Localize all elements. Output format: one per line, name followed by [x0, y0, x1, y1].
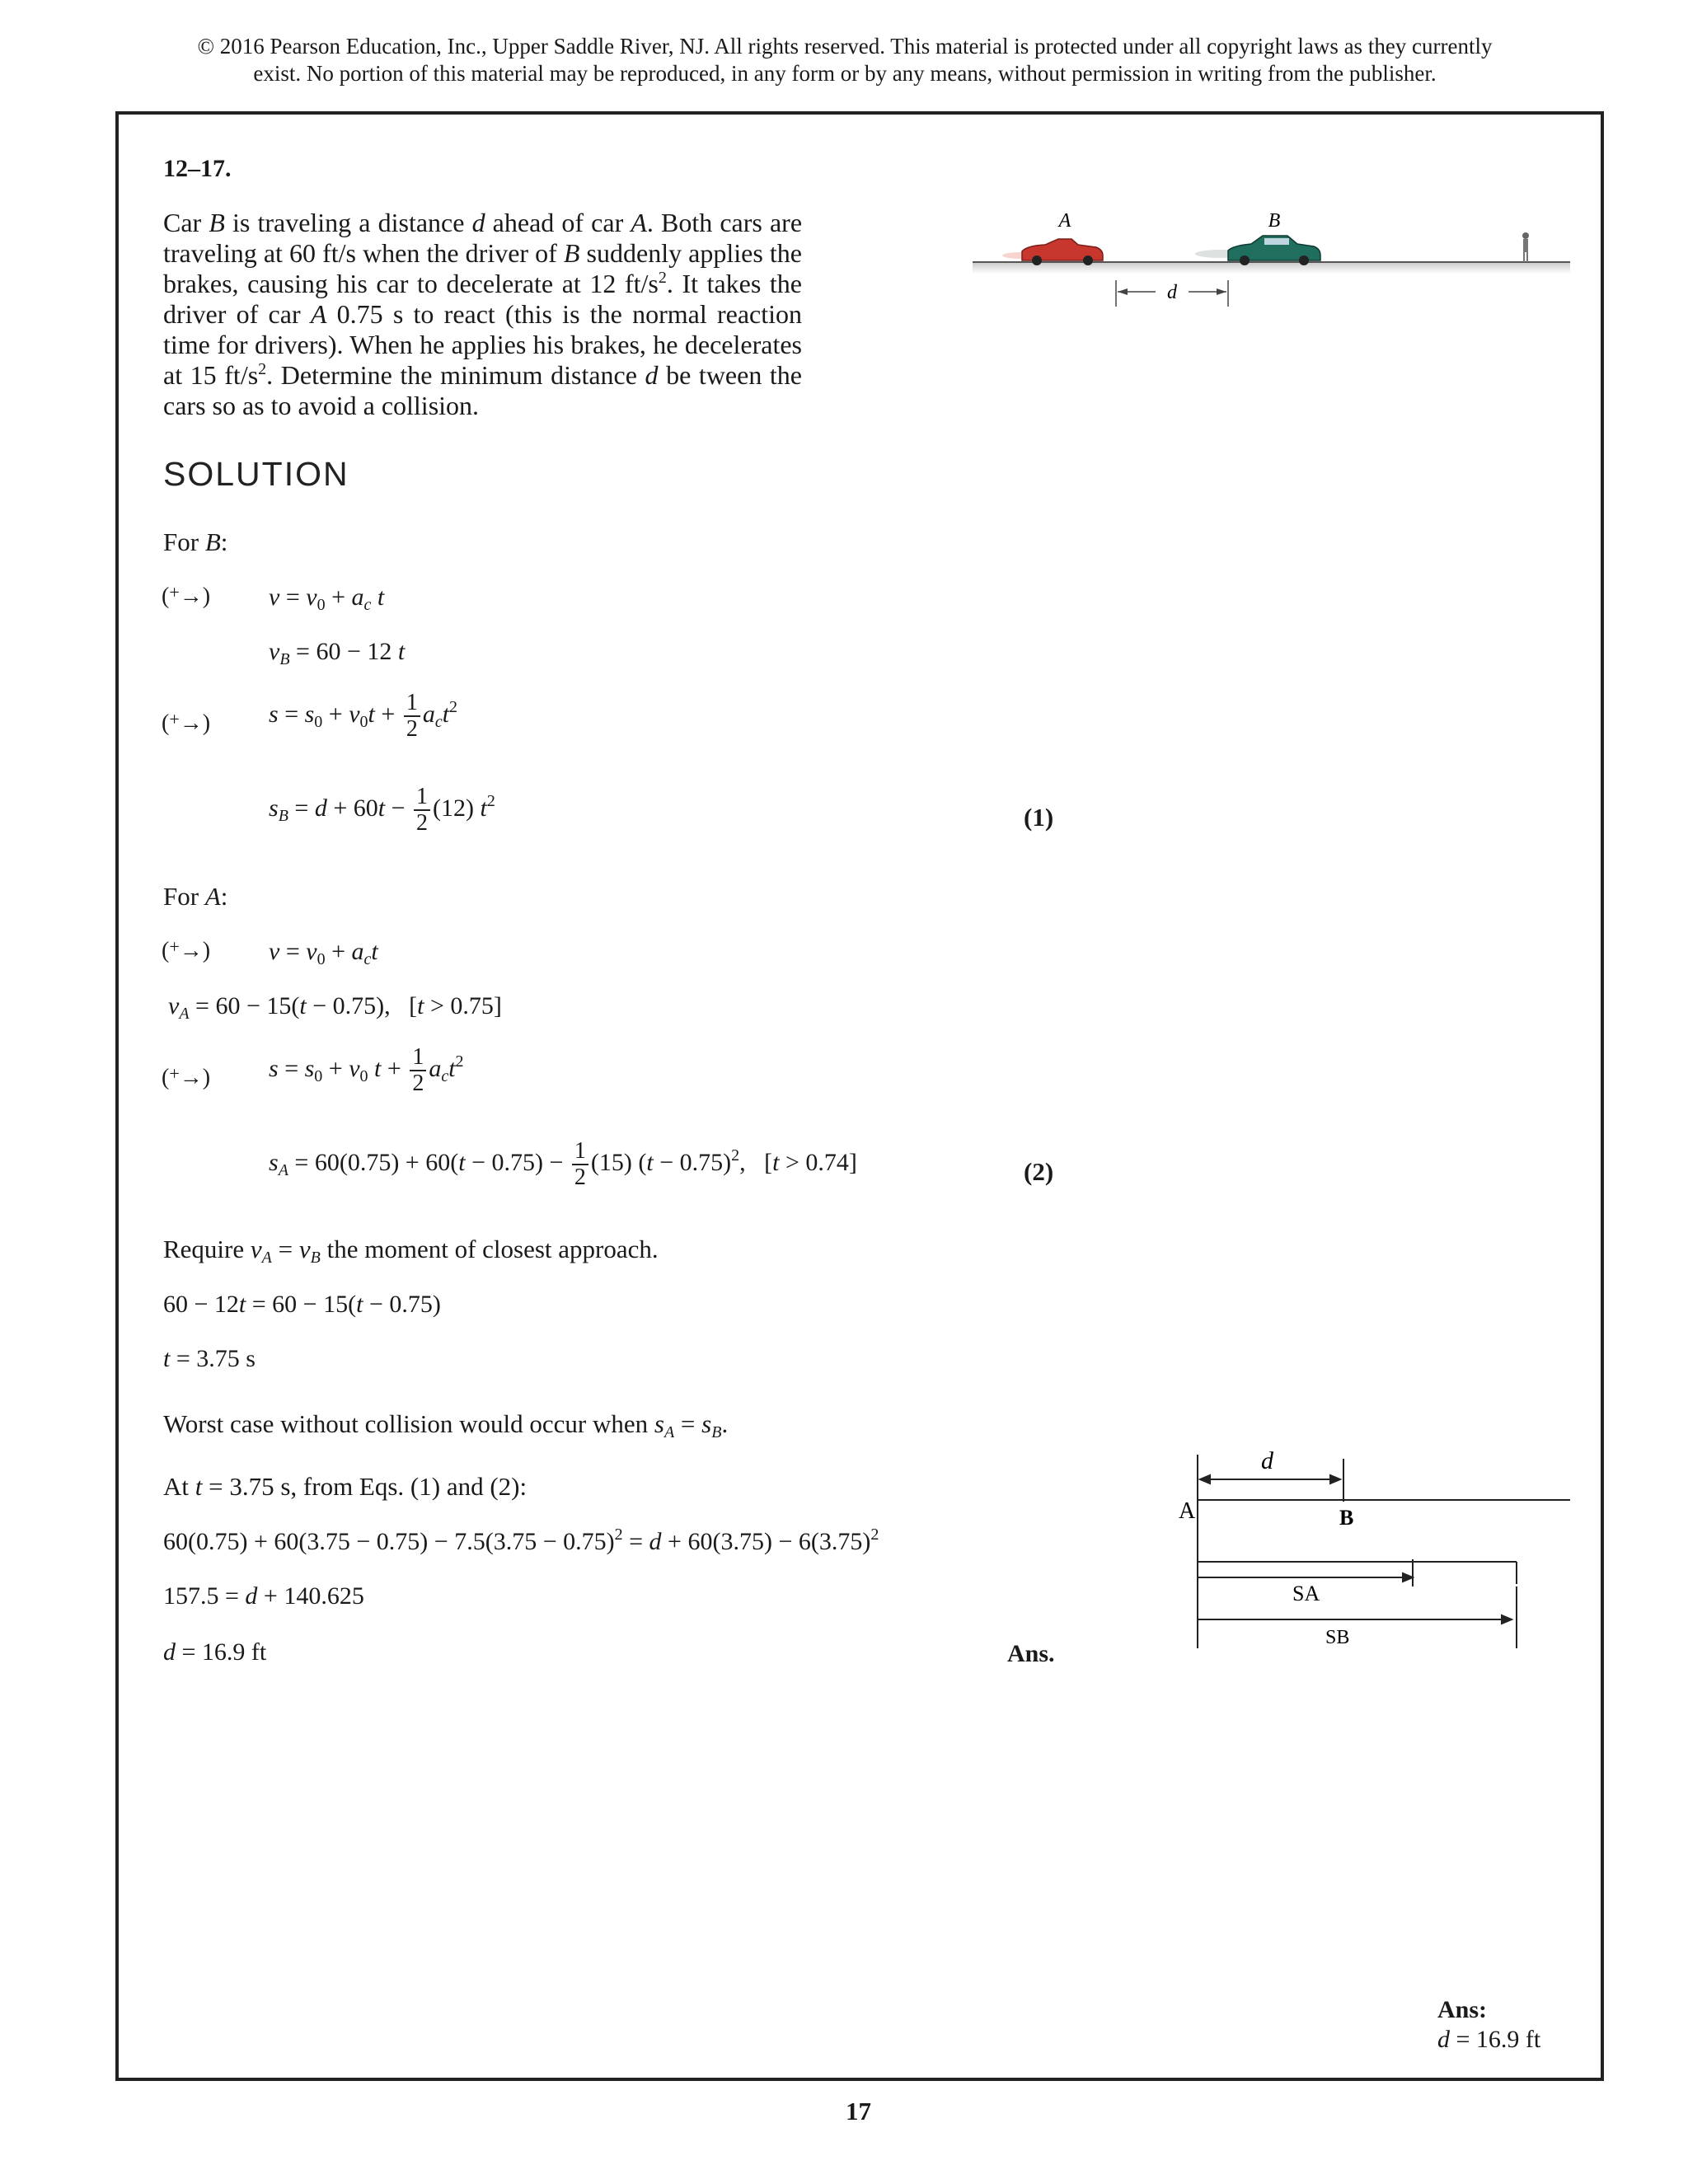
copyright-line-1: © 2016 Pearson Education, Inc., Upper Saddle River, NJ. All rights reserved. This material is protected under all copyright laws as they currently — [197, 34, 1493, 59]
copyright-notice — [124, 33, 1566, 87]
car-a-label: A — [1058, 210, 1071, 232]
sketch-d-label: d — [1261, 1447, 1273, 1474]
sketch-a-label: A — [1179, 1498, 1196, 1524]
at-t-text: At t = 3.75 s, from Eqs. (1) and (2): — [163, 1472, 528, 1501]
pedestrian-icon — [1522, 232, 1529, 262]
worst-case-text: Worst case without collision would occur when $s_A = s_B$. — [163, 1409, 729, 1441]
eq-b2: $v_B = 60 - 12$ t — [269, 638, 406, 668]
eq-r2: t = 3.75 s — [163, 1345, 256, 1372]
direction-symbol-3: (+→) — [162, 936, 211, 963]
eq-b3: $s = s_0 + v_0t$ + $\frac{1}{2}$ $a_ct^2$ — [269, 690, 458, 742]
for-a-label: For A: — [163, 882, 228, 911]
direction-symbol-2: (+→) — [162, 709, 211, 736]
eq-f3: d = 16.9 ft — [163, 1638, 267, 1666]
sketch-sa-label: SA — [1292, 1582, 1320, 1605]
eq-r1: 60 − 12t = 60 − 15(t − 0.75) — [163, 1291, 441, 1318]
cars-figure — [973, 206, 1574, 321]
eq-a1: $v = v_0 + a_ct$ — [269, 938, 378, 968]
dimension-d-label: d — [1167, 282, 1177, 303]
copyright-line-2: exist. No portion of this material may be reproduced, in any form or by any means, without permission in writing from the publisher. — [253, 61, 1437, 86]
answer-box-label: Ans: — [1437, 1996, 1488, 2023]
solution-heading: SOLUTION — [163, 455, 349, 493]
eq-a2: $v_A = 60 - 15(t - 0.75)$, [t > 0.75] — [168, 992, 502, 1023]
sketch-sb-label: SB — [1325, 1627, 1350, 1648]
problem-number: 12–17. — [163, 155, 232, 182]
road-shadow — [973, 262, 1570, 274]
page-number: 17 — [846, 2097, 871, 2125]
eq-f1: $60(0.75) + 60(3.75 - 0.75) - 7.5(3.75 - 0.75)^2 = d + 60(3.75) - 6(3.75)^2$ — [163, 1526, 879, 1555]
answer-box-value: d = 16.9 ft — [1437, 2026, 1541, 2053]
eq-b4: $s_B = d + 60t$ − $\frac{1}{2}$ (12) $t^2$ — [269, 784, 495, 836]
require-text: Require $v_A = v_B$ the moment of closest approach. — [163, 1235, 659, 1267]
car-b-icon — [1195, 236, 1320, 265]
car-b-label: B — [1268, 210, 1281, 232]
eq-b1: $v = v_0 + a_c$ t — [269, 583, 385, 614]
for-b-label: For B: — [163, 527, 228, 556]
direction-symbol-4: (+→) — [162, 1063, 211, 1090]
eq-a3: $s = s_0 + v_0$ t + $\frac{1}{2}$ $a_ct^2$ — [269, 1044, 464, 1096]
distance-sketch — [1162, 1442, 1582, 1657]
equation-number-2: (2) — [1024, 1157, 1054, 1186]
problem-statement: Car B is traveling a distance d ahead of car A. Both cars are traveling at 60 ft/s when the driver of B suddenly applies the brakes, causing his car to decelerate at 12 $ft/s^2$. It takes the driver of car A 0.75 s to react (this is the normal reaction time for drivers). When he applies his brakes, he decelerates at 15 $ft/s^2$. Determine the minimum distance d be tween the cars so as to avoid a collision. — [163, 208, 803, 420]
sketch-b-label: B — [1339, 1506, 1354, 1530]
answer-label: Ans. — [1007, 1640, 1055, 1667]
equation-number-1: (1) — [1024, 803, 1054, 832]
eq-a4: $s_A = 60(0.75) + 60(t - 0.75)$ − $\frac{1}{2}$ (15) $(t - 0.75)^2$, [t > 0.74] — [269, 1138, 857, 1190]
direction-symbol-1: (+→) — [162, 582, 211, 609]
eq-f2: 157.5 = d + 140.625 — [163, 1582, 364, 1610]
